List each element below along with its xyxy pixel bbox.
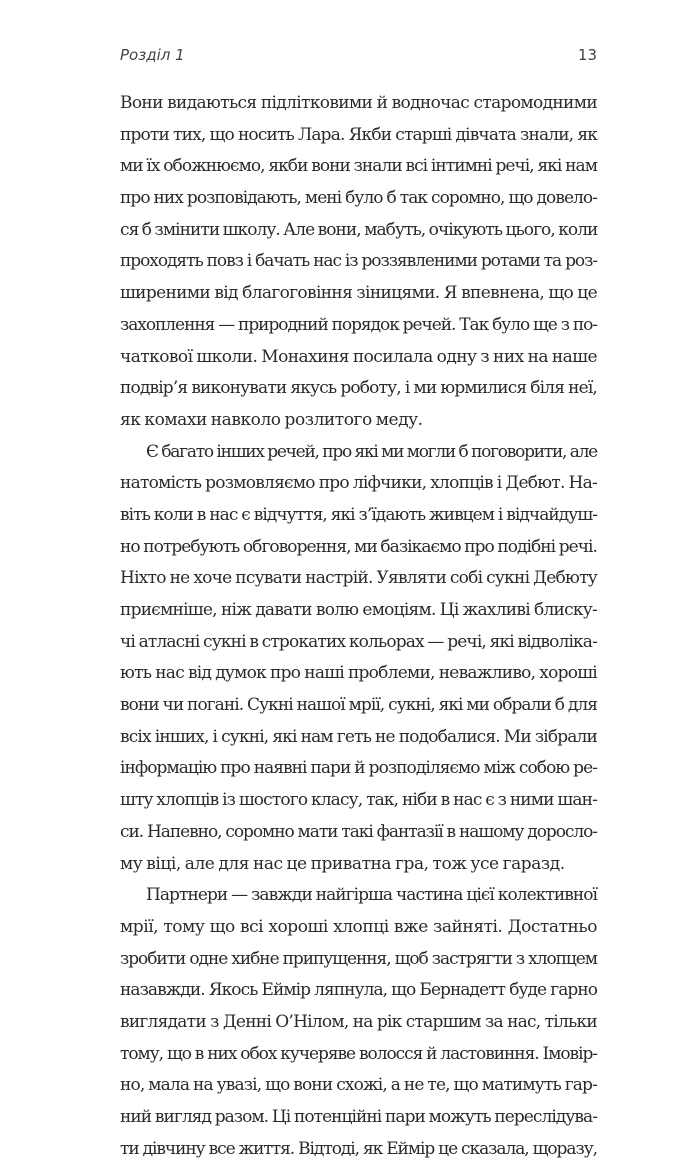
chapter-label: Розділ 1 xyxy=(120,46,185,64)
text-line: про них розповідають, мені було б так соромно, що довело- xyxy=(120,188,597,209)
text-line: но потребують обговорення, ми базікаємо про подібні речі. xyxy=(120,536,597,557)
text-line: си. Напевно, соромно мати такі фантазії в нашому доросло- xyxy=(120,821,597,842)
text-line: всіх інших, і сукні, які нам геть не подобалися. Ми зібрали xyxy=(120,726,597,747)
text-line: ти дівчину все життя. Відтоді, як Еймір це сказала, щоразу, xyxy=(120,1138,597,1159)
text-line: зробити одне хибне припущення, щоб застрягти з хлопцем xyxy=(120,948,597,969)
text-line: назавжди. Якось Еймір ляпнула, що Бернадетт буде гарно xyxy=(120,980,597,1001)
text-line: як комахи навколо розлитого меду. xyxy=(120,409,423,430)
text-line: Є багато інших речей, про які ми могли б поговорити, але xyxy=(146,441,597,462)
text-line: Партнери — завжди найгірша частина цієї колективної xyxy=(146,885,597,906)
text-line: ми їх обожнюємо, якби вони знали всі інтимні речі, які нам xyxy=(120,156,597,177)
text-line: подвір’я виконувати якусь роботу, і ми юрмилися біля неї, xyxy=(120,378,597,399)
text-line: мрії, тому що всі хороші хлопці вже зайняті. Достатньо xyxy=(120,916,597,937)
text-line: вони чи погані. Сукні нашої мрії, сукні, які ми обрали б для xyxy=(120,695,597,716)
text-line: проти тих, що носить Лара. Якби старші дівчата знали, як xyxy=(120,124,597,145)
text-line: Вони видаються підлітковими й водночас старомодними xyxy=(120,93,597,113)
text-line: тому, що в них обох кучеряве волосся й ластовиння. Імовір- xyxy=(120,1043,597,1064)
text-line: ний вигляд разом. Ці потенційні пари можуть переслідува- xyxy=(120,1107,597,1127)
text-line: чі атласні сукні в строкатих кольорах — речі, які відволіка- xyxy=(120,631,597,652)
text-line: но, мала на увазі, що вони схожі, а не те, що матимуть гар- xyxy=(120,1075,597,1096)
text-line: натомість розмовляємо про ліфчики, хлопців і Дебют. На- xyxy=(120,473,597,494)
page-number: 13 xyxy=(577,46,597,64)
text-line: інформацію про наявні пари й розподіляємо між собою ре- xyxy=(120,758,597,779)
text-line: проходять повз і бачать нас із роззявленими ротами та роз- xyxy=(120,251,597,272)
text-line: ють нас від думок про наші проблеми, неважливо, хороші xyxy=(120,663,597,684)
running-header xyxy=(120,46,597,70)
text-line: захоплення — природний порядок речей. Так було ще з по- xyxy=(120,314,597,335)
text-line: приємніше, ніж давати волю емоціям. Ці жахливі блиску- xyxy=(120,600,597,620)
text-line: виглядати з Денні О’Нілом, на рік старшим за нас, тільки xyxy=(120,1011,597,1032)
text-line: чаткової школи. Монахиня посилала одну з них на наше xyxy=(120,346,597,367)
text-line: Ніхто не хоче псувати настрій. Уявляти собі сукні Дебюту xyxy=(120,568,597,589)
text-line: віть коли в нас є відчуття, які з’їдають живцем і відчайдуш- xyxy=(120,504,597,525)
body-text xyxy=(120,88,597,1165)
text-line: му віці, але для нас це приватна гра, тож усе гаразд. xyxy=(120,853,565,874)
text-line: ширеними від благоговіння зіницями. Я впевнена, що це xyxy=(120,283,597,304)
text-line: шту хлопців із шостого класу, так, ніби в нас є з ними шан- xyxy=(120,790,597,811)
text-line: ся б змінити школу. Але вони, мабуть, очікують цього, коли xyxy=(120,219,598,240)
